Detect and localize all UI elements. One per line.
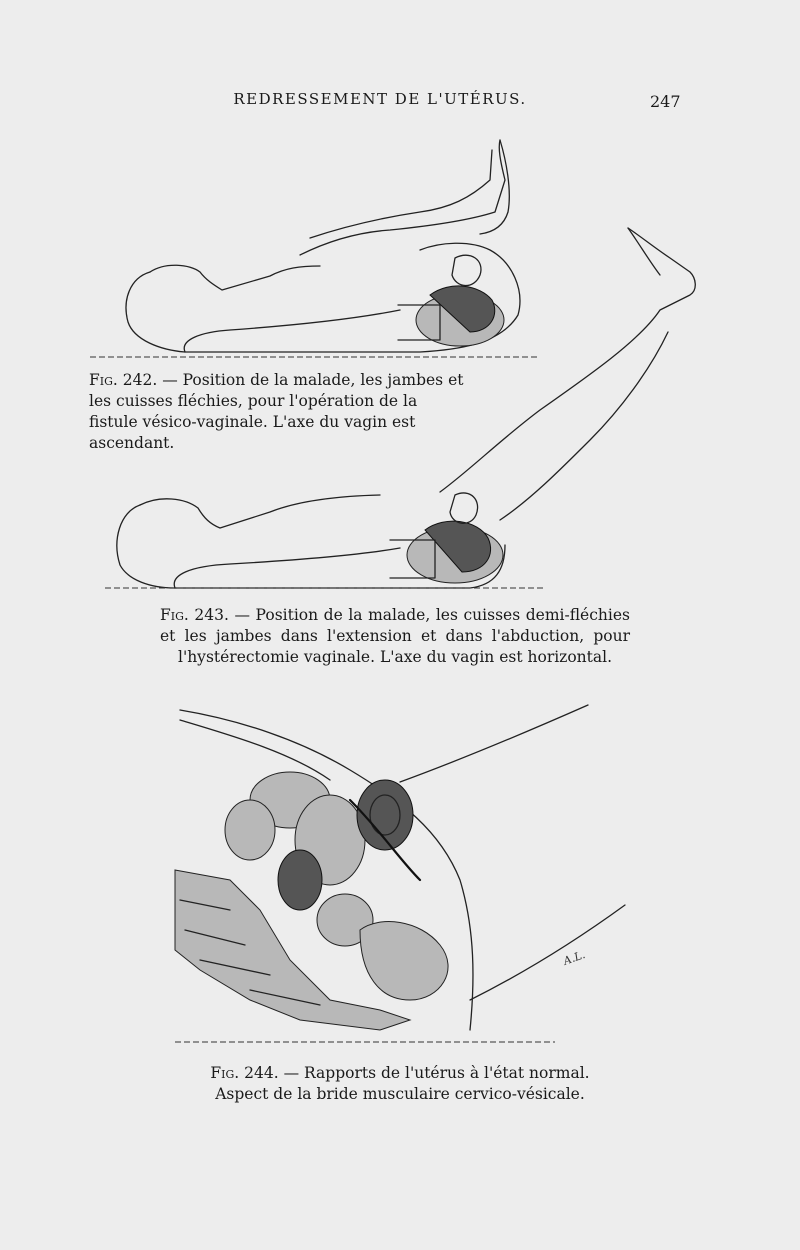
figure-244-text: — Rapports de l'utérus à l'état normal. Aspect de la bride musculaire cervico-vésicale.: [215, 1064, 590, 1103]
figure-243-text: — Position de la malade, les cuisses demi-fléchies et les jambes dans l'extension et dans l'abduction, pour l'hystérectomie vaginale. L'axe du vagin est horizontal.: [160, 606, 630, 666]
figure-244-label: Fig. 244.: [210, 1064, 279, 1082]
page-number: 247: [650, 92, 681, 111]
figure-243-label: Fig. 243.: [160, 606, 229, 624]
figure-242-label: Fig. 242.: [89, 371, 158, 389]
figure-244-caption: [190, 1063, 610, 1105]
artist-signature: A.L.: [561, 947, 587, 968]
running-title: REDRESSEMENT DE L'UTÉRUS.: [233, 90, 527, 108]
figure-242-text: — Position de la malade, les jambes et les cuisses fléchies, pour l'opération de la fistule vésico-vaginale. L'axe du vagin est ascendant.: [89, 371, 464, 452]
